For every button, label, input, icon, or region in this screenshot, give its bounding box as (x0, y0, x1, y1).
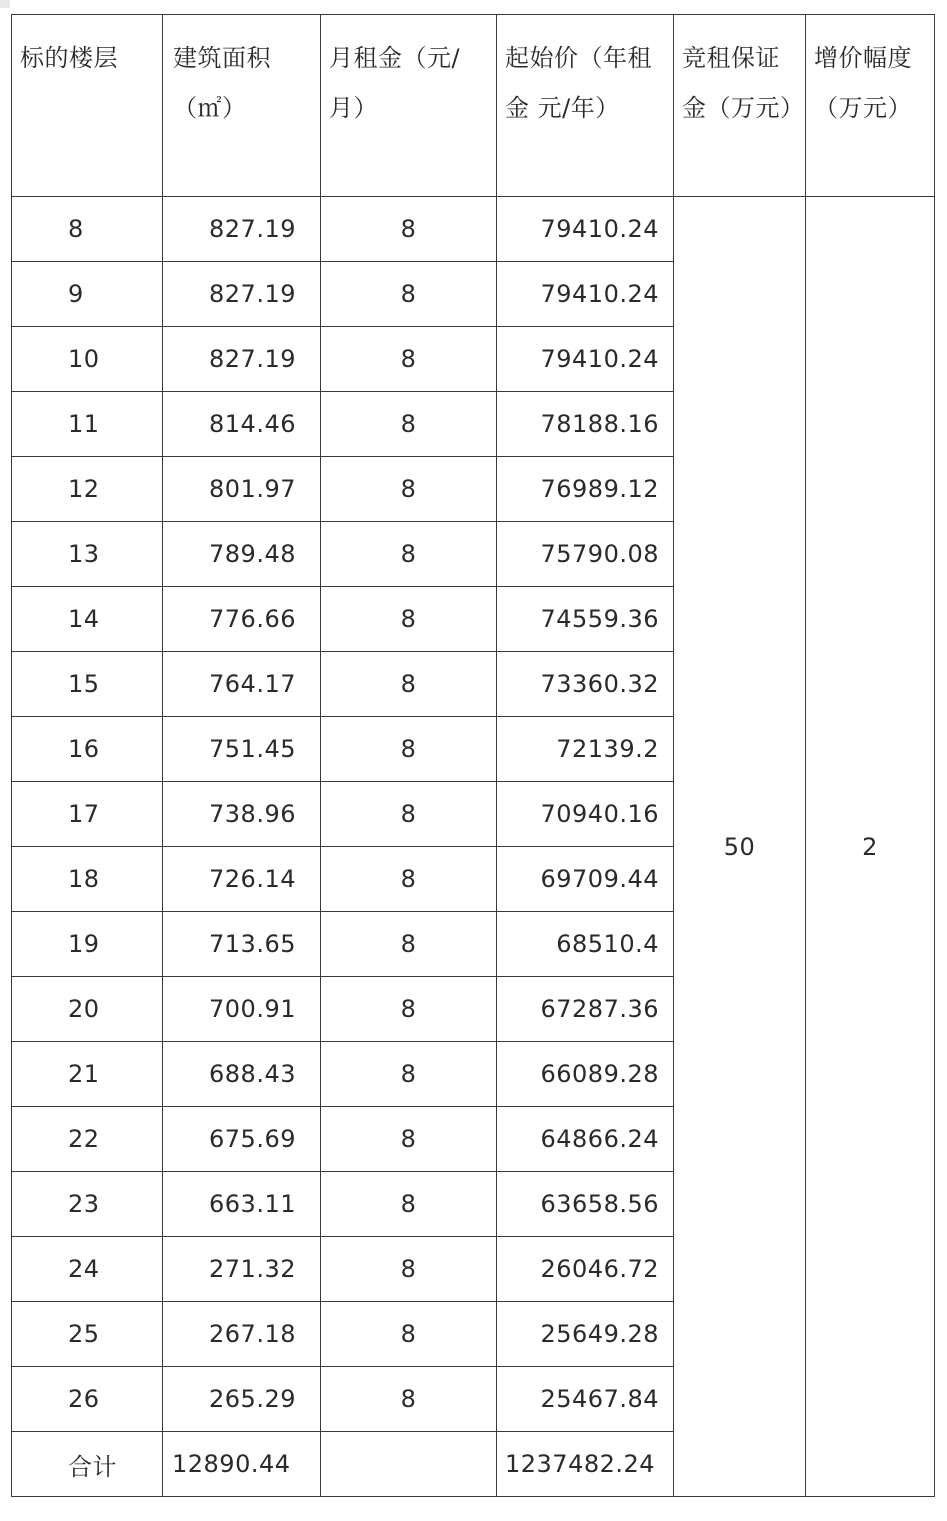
cell-starting-price: 70940.16 (497, 782, 674, 847)
cell-floor: 14 (12, 587, 163, 652)
total-starting-price: 1237482.24 (497, 1432, 674, 1497)
cell-monthly-rent: 8 (321, 197, 497, 262)
cell-area: 688.43 (163, 1042, 321, 1107)
corner-mark (0, 0, 10, 8)
cell-floor: 9 (12, 262, 163, 327)
header-increment: 增价幅度（万元） (806, 15, 935, 197)
cell-area: 271.32 (163, 1237, 321, 1302)
cell-floor: 19 (12, 912, 163, 977)
cell-monthly-rent: 8 (321, 847, 497, 912)
table-header-row (12, 15, 935, 197)
cell-area: 738.96 (163, 782, 321, 847)
total-monthly-rent (321, 1432, 497, 1497)
cell-floor: 15 (12, 652, 163, 717)
cell-starting-price: 79410.24 (497, 327, 674, 392)
cell-floor: 25 (12, 1302, 163, 1367)
cell-floor: 13 (12, 522, 163, 587)
cell-area: 827.19 (163, 197, 321, 262)
cell-monthly-rent: 8 (321, 457, 497, 522)
cell-monthly-rent: 8 (321, 652, 497, 717)
total-label: 合计 (12, 1432, 163, 1497)
cell-starting-price: 26046.72 (497, 1237, 674, 1302)
cell-area: 265.29 (163, 1367, 321, 1432)
cell-deposit-merged: 50 (674, 197, 806, 1497)
cell-starting-price: 75790.08 (497, 522, 674, 587)
cell-monthly-rent: 8 (321, 1107, 497, 1172)
cell-starting-price: 74559.36 (497, 587, 674, 652)
cell-starting-price: 72139.2 (497, 717, 674, 782)
cell-floor: 22 (12, 1107, 163, 1172)
cell-monthly-rent: 8 (321, 1237, 497, 1302)
header-floor: 标的楼层 (12, 15, 163, 197)
cell-floor: 23 (12, 1172, 163, 1237)
cell-starting-price: 73360.32 (497, 652, 674, 717)
cell-starting-price: 68510.4 (497, 912, 674, 977)
cell-starting-price: 79410.24 (497, 197, 674, 262)
header-area: 建筑面积（㎡） (163, 15, 321, 197)
cell-floor: 12 (12, 457, 163, 522)
cell-floor: 20 (12, 977, 163, 1042)
cell-increment-merged: 2 (806, 197, 935, 1497)
cell-monthly-rent: 8 (321, 587, 497, 652)
cell-floor: 17 (12, 782, 163, 847)
table-row (12, 197, 935, 262)
header-starting-price: 起始价（年租金 元/年） (497, 15, 674, 197)
lease-bid-table (11, 14, 935, 1497)
cell-floor: 11 (12, 392, 163, 457)
cell-monthly-rent: 8 (321, 1172, 497, 1237)
cell-floor: 10 (12, 327, 163, 392)
cell-floor: 18 (12, 847, 163, 912)
cell-starting-price: 63658.56 (497, 1172, 674, 1237)
cell-floor: 21 (12, 1042, 163, 1107)
cell-area: 675.69 (163, 1107, 321, 1172)
cell-area: 764.17 (163, 652, 321, 717)
cell-monthly-rent: 8 (321, 262, 497, 327)
cell-area: 751.45 (163, 717, 321, 782)
cell-area: 267.18 (163, 1302, 321, 1367)
cell-starting-price: 25649.28 (497, 1302, 674, 1367)
cell-monthly-rent: 8 (321, 522, 497, 587)
cell-floor: 8 (12, 197, 163, 262)
cell-starting-price: 64866.24 (497, 1107, 674, 1172)
cell-area: 814.46 (163, 392, 321, 457)
cell-monthly-rent: 8 (321, 782, 497, 847)
cell-starting-price: 25467.84 (497, 1367, 674, 1432)
cell-area: 827.19 (163, 327, 321, 392)
cell-area: 801.97 (163, 457, 321, 522)
cell-monthly-rent: 8 (321, 1367, 497, 1432)
total-area: 12890.44 (163, 1432, 321, 1497)
cell-monthly-rent: 8 (321, 1042, 497, 1107)
cell-floor: 26 (12, 1367, 163, 1432)
cell-monthly-rent: 8 (321, 912, 497, 977)
cell-floor: 16 (12, 717, 163, 782)
cell-area: 713.65 (163, 912, 321, 977)
cell-area: 827.19 (163, 262, 321, 327)
cell-monthly-rent: 8 (321, 392, 497, 457)
cell-monthly-rent: 8 (321, 717, 497, 782)
cell-area: 776.66 (163, 587, 321, 652)
cell-starting-price: 79410.24 (497, 262, 674, 327)
cell-starting-price: 78188.16 (497, 392, 674, 457)
cell-area: 726.14 (163, 847, 321, 912)
cell-monthly-rent: 8 (321, 327, 497, 392)
header-deposit: 竞租保证金（万元） (674, 15, 806, 197)
cell-area: 663.11 (163, 1172, 321, 1237)
cell-monthly-rent: 8 (321, 977, 497, 1042)
cell-starting-price: 69709.44 (497, 847, 674, 912)
cell-area: 789.48 (163, 522, 321, 587)
cell-starting-price: 66089.28 (497, 1042, 674, 1107)
cell-starting-price: 76989.12 (497, 457, 674, 522)
cell-floor: 24 (12, 1237, 163, 1302)
cell-area: 700.91 (163, 977, 321, 1042)
cell-starting-price: 67287.36 (497, 977, 674, 1042)
header-monthly-rent: 月租金（元/月） (321, 15, 497, 197)
cell-monthly-rent: 8 (321, 1302, 497, 1367)
